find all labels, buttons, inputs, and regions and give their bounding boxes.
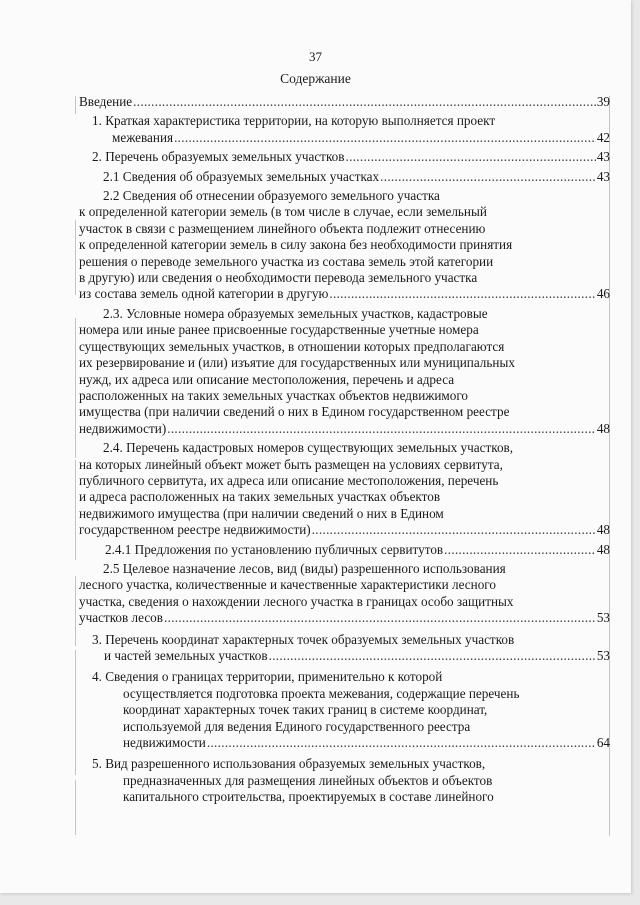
toc-entry-5[interactable]: 5. Вид разрешенного использования образуемых земельных участков, предназначенных для размещения линейных объектов и объектов капитального строительства, проектируемых в составе линейного [92, 756, 494, 805]
toc-page: 42 [596, 129, 610, 145]
toc-entry-1[interactable]: 1. Краткая характеристика территории, на которую выполняется проект межевания ..... 42 [79, 113, 610, 146]
table-border [75, 96, 76, 114]
page-number: 37 [309, 49, 322, 64]
toc-page: 48 [596, 420, 610, 436]
toc-entry-intro[interactable]: Введение ..... 39 [79, 94, 610, 110]
table-of-contents [79, 94, 610, 809]
toc-page: 46 [596, 286, 610, 302]
table-border [75, 576, 76, 646]
table-border [75, 650, 76, 690]
toc-entry-2-4[interactable]: 2.4. Перечень кадастровых номеров существующих земельных участков, на которых линейный объект может быть размещен на условиях сервитута, публичного сервитута, их адреса или описание местоположения, перечень и адреса расположенных на таких земельных участках объектов недвижимого имущества (при наличии сведений о них в Едином государственном реестре недвижимости) ..... 48 [79, 440, 610, 538]
table-border [75, 318, 76, 458]
table-border [75, 780, 76, 835]
toc-entry-2-3[interactable]: 2.3. Условные номера образуемых земельных участков, кадастровые номера или иные ранее присвоенные государственные учетные номера существующих земельных участков, в отношении которых предполагаются их резервирование и (или) изъятие для государственных или муниципальных нужд, их адреса или описание местоположения, перечень и адреса расположенных на таких земельных участках объектов недвижимого имущества (при наличии сведений о них в Едином государственном реестре недвижимости) ..... 48 [79, 306, 610, 437]
toc-entry-4[interactable]: 4. Сведения о границах территории, применительно к которой осуществляется подготовка проекта межевания, содержащие перечень координат характерных точек таких границ в системе координат, используемой для ведения Единого государственного реестра недвижимости ..... 64 [79, 669, 610, 751]
toc-entry-2-1[interactable]: 2.1 Сведения об образуемых земельных участках ..... 43 [79, 169, 610, 185]
toc-entry-2-2[interactable]: 2.2 Сведения об отнесении образуемого земельного участка к определенной категории земель (в том числе в случае, если земельный участок в связи с размещением линейного объекта подлежит отнесению к определенной категории земель в силу закона без необходимости принятия решения о переводе земельного участка из состава земель этой категории в другую) или сведения о необходимости перевода земельного участка из состава земель одной категории в другую ..... 46 [79, 188, 610, 303]
toc-page: 43 [596, 149, 610, 165]
toc-page: 48 [596, 522, 610, 538]
toc-entry-2-4-1[interactable]: 2.4.1 Предложения по установлению публичных сервитутов ..... 48 [79, 542, 610, 558]
toc-page: 43 [596, 168, 610, 184]
toc-entry-3[interactable]: 3. Перечень координат характерных точек образуемых земельных участков и частей земельных участков ..... 53 [79, 632, 610, 665]
toc-page: 39 [596, 94, 610, 109]
toc-page: 48 [596, 541, 610, 557]
toc-page: 53 [596, 610, 610, 626]
table-border [75, 220, 76, 295]
toc-entry-2-5[interactable]: 2.5 Целевое назначение лесов, вид (виды) разрешенного использования лесного участка, количественные и качественные характеристики лесного участка, сведения о нахождении лесного участка в границах особо защитных участков лесов ..... 53 [79, 561, 610, 627]
toc-page: 53 [596, 648, 610, 663]
toc-page: 64 [596, 735, 610, 751]
toc-title: Содержание [280, 71, 351, 86]
table-border [75, 690, 76, 775]
toc-entry-2[interactable]: 2. Перечень образуемых земельных участков ..... 43 [79, 149, 610, 165]
table-border [75, 460, 76, 560]
